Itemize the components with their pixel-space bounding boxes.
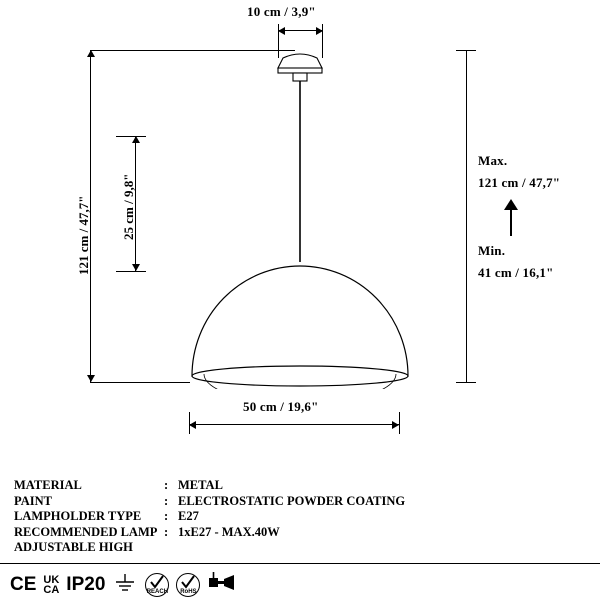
rohs-label: RoHS xyxy=(180,589,197,595)
max-value: 121 cm / 47,7" xyxy=(478,175,561,190)
cord-drop-arrow-bottom xyxy=(132,264,140,271)
earth-ground-icon xyxy=(112,570,138,601)
spec-key: LAMPHOLDER TYPE xyxy=(14,509,142,523)
cord-drop-ext-bottom xyxy=(116,271,146,272)
shade-width-arrow-right xyxy=(392,421,399,429)
spec-separator: : xyxy=(164,493,169,508)
spec-key: PAINT xyxy=(14,493,52,508)
cord-drop-ext-top xyxy=(116,136,146,137)
adjust-range-tick-top xyxy=(456,50,476,51)
shade-width-label: 50 cm / 19,6" xyxy=(243,399,319,414)
spec-row xyxy=(14,525,484,541)
shade-width-arrow-left xyxy=(189,421,196,429)
spec-row xyxy=(14,478,484,494)
spec-value: ELECTROSTATIC POWDER COATING xyxy=(178,493,406,508)
total-height-ext-top xyxy=(90,50,295,51)
canopy-width-arrow-right xyxy=(316,27,323,35)
pendant-lamp-drawing xyxy=(180,44,420,389)
total-height-arrow-top xyxy=(87,50,95,57)
ukca-line1: UK xyxy=(43,574,60,586)
spec-row xyxy=(14,494,484,510)
ce-mark-icon: CE xyxy=(10,574,37,595)
spec-value: METAL xyxy=(178,478,223,492)
cord-drop-label: 25 cm / 9,8" xyxy=(121,173,136,240)
certification-badges xyxy=(10,570,237,600)
spec-row xyxy=(14,540,484,556)
total-height-arrow-bottom xyxy=(87,375,95,382)
min-value: 41 cm / 16,1" xyxy=(478,265,554,280)
reach-label: REACH xyxy=(146,589,169,595)
adjust-arrow-head xyxy=(504,199,518,210)
footer-divider xyxy=(0,563,600,564)
ip-rating-label: IP20 xyxy=(66,574,106,595)
shade-width-dim-line xyxy=(189,424,400,425)
spec-separator: : xyxy=(164,478,169,492)
specifications-table xyxy=(14,478,484,556)
min-label: Min. xyxy=(478,243,506,258)
adjust-range-line xyxy=(466,50,467,382)
spec-separator: : xyxy=(164,524,169,539)
spec-value xyxy=(178,540,484,556)
canopy-width-label: 10 cm / 3,9" xyxy=(247,4,316,19)
spec-row xyxy=(14,509,484,525)
canopy-width-arrow-left xyxy=(278,27,285,35)
spec-value: E27 xyxy=(178,509,199,523)
cord-drop-arrow-top xyxy=(132,136,140,143)
spec-separator: : xyxy=(164,509,169,523)
spec-separator xyxy=(164,540,178,556)
total-height-label: 121 cm / 47,7" xyxy=(76,195,91,275)
max-label: Max. xyxy=(478,153,508,168)
spec-key: RECOMMENDED LAMP xyxy=(14,524,158,539)
spec-key: ADJUSTABLE HIGH xyxy=(14,540,133,554)
reach-check-icon xyxy=(145,573,169,597)
ukca-line2: CA xyxy=(43,584,60,596)
rohs-check-icon xyxy=(176,573,200,597)
screwdriver-icon xyxy=(207,570,237,601)
ukca-mark-icon xyxy=(43,575,59,595)
shade-width-ext-right xyxy=(399,412,400,434)
spec-key: MATERIAL xyxy=(14,478,82,492)
total-height-ext-bottom xyxy=(90,382,190,383)
adjust-range-tick-bottom xyxy=(456,382,476,383)
spec-value: 1xE27 - MAX.40W xyxy=(178,524,280,539)
